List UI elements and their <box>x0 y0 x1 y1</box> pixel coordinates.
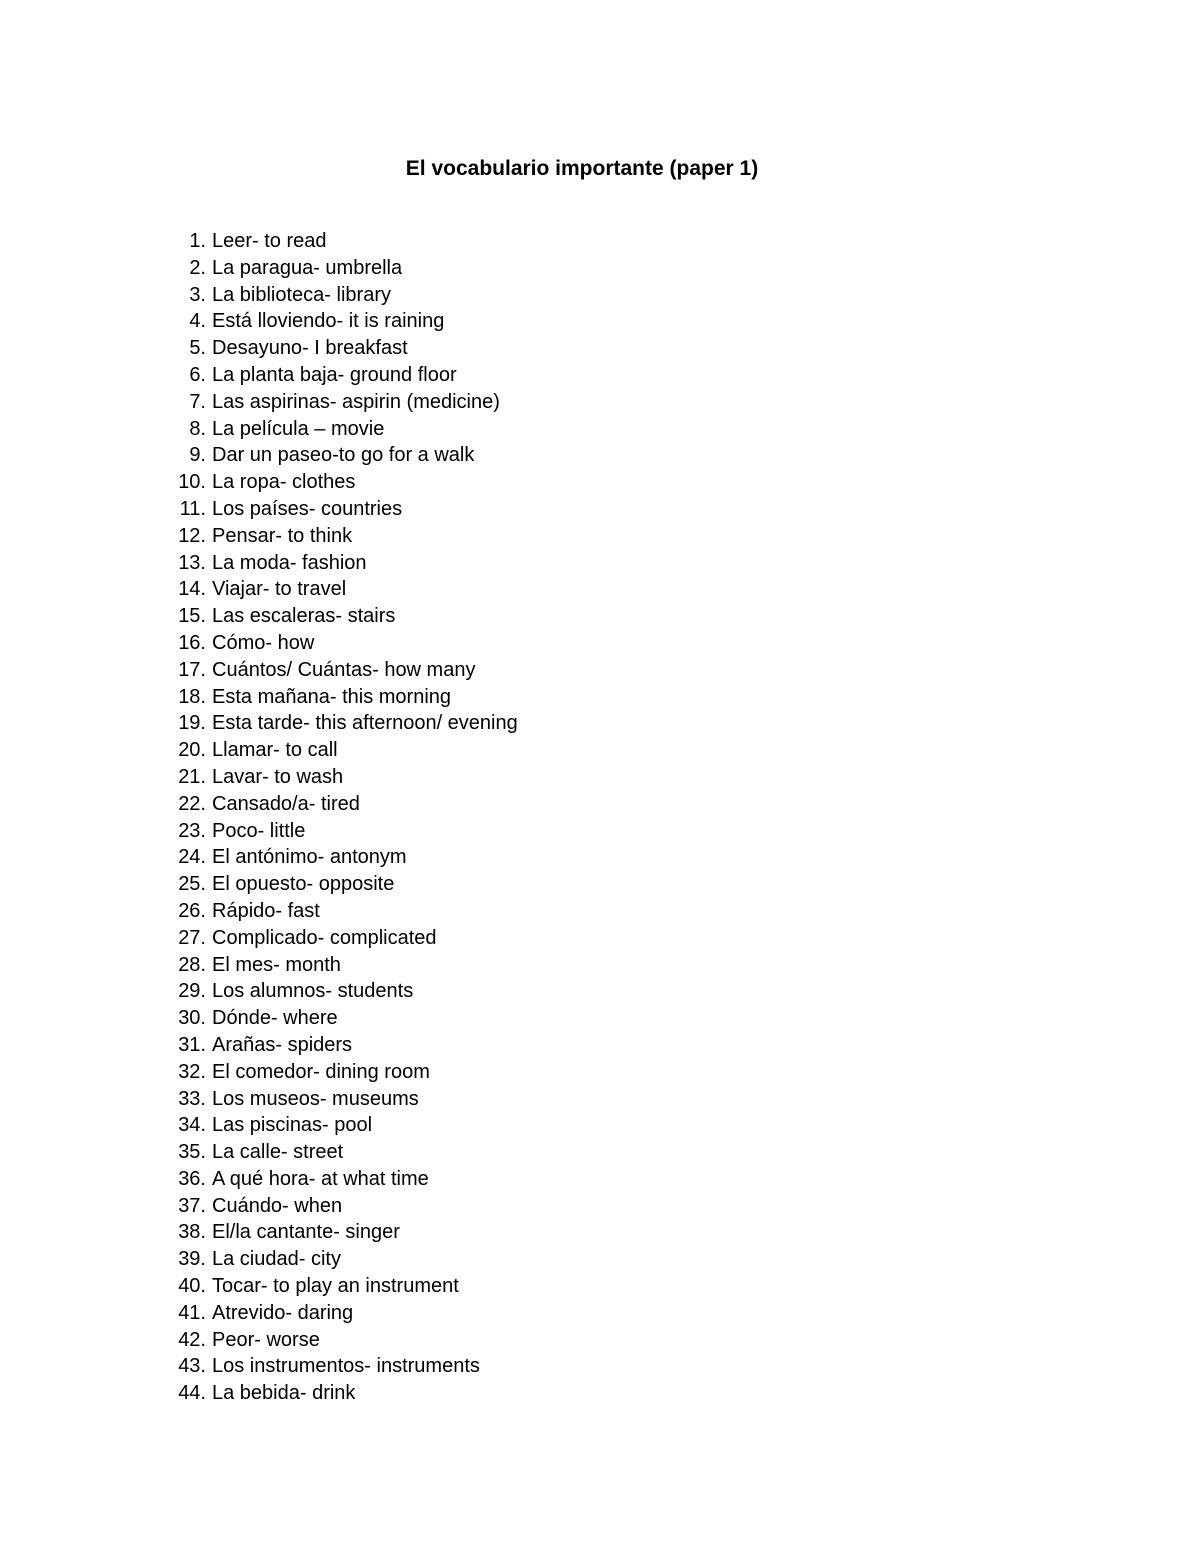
list-item-number: 10. <box>178 471 206 494</box>
list-item-text: Rápido- fast <box>212 899 320 922</box>
list-item-text: La calle- street <box>212 1141 344 1164</box>
list-item-number: 8. <box>189 417 206 440</box>
list-item-number: 15. <box>178 605 206 628</box>
list-item-number: 2. <box>189 256 206 279</box>
list-item-text: Cómo- how <box>212 631 315 654</box>
list-item-number: 12. <box>178 524 206 547</box>
list-item-text: Las aspirinas- aspirin (medicine) <box>212 390 500 413</box>
list-item-text: Llamar- to call <box>212 739 338 762</box>
list-item-text: Las escaleras- stairs <box>212 605 396 628</box>
list-item-number: 33. <box>178 1087 206 1110</box>
list-item-text: La ciudad- city <box>212 1248 341 1271</box>
list-item-number: 5. <box>189 337 206 360</box>
list-item-text: La película – movie <box>212 417 385 440</box>
list-item-number: 20. <box>178 739 206 762</box>
list-item-number: 19. <box>178 712 206 735</box>
list-item-number: 34. <box>178 1114 206 1137</box>
list-item-number: 26. <box>178 899 206 922</box>
list-item-number: 40. <box>178 1275 206 1298</box>
list-item-text: Arañas- spiders <box>212 1033 353 1056</box>
list-item-text: Está lloviendo- it is raining <box>212 310 445 333</box>
list-item-text: Lavar- to wash <box>212 765 344 788</box>
list-item-number: 17. <box>178 658 206 681</box>
list-item-number: 3. <box>189 283 206 306</box>
list-item-text: Poco- little <box>212 819 306 842</box>
list-item-text: La moda- fashion <box>212 551 367 574</box>
list-item-number: 30. <box>178 1007 206 1030</box>
list-item-text: Tocar- to play an instrument <box>212 1275 459 1298</box>
list-item-number: 24. <box>178 846 206 869</box>
list-item-number: 42. <box>178 1328 206 1351</box>
list-item-text: El antónimo- antonym <box>212 846 407 869</box>
list-item-text: Complicado- complicated <box>212 926 437 949</box>
list-item-number: 16. <box>178 631 206 654</box>
list-item-text: Los países- countries <box>212 497 403 520</box>
list-item-text: La ropa- clothes <box>212 471 356 494</box>
list-item-text: Los museos- museums <box>212 1087 419 1110</box>
list-item-number: 1. <box>189 230 206 252</box>
list-item-text: A qué hora- at what time <box>212 1167 429 1190</box>
list-item-number: 38. <box>178 1221 206 1244</box>
list-item-text: El comedor- dining room <box>212 1060 430 1083</box>
list-item-text: Dar un paseo-to go for a walk <box>212 444 475 467</box>
list-item-number: 11. <box>179 497 206 520</box>
list-item-text: Los alumnos- students <box>212 980 414 1003</box>
list-item-text: Viajar- to travel <box>212 578 347 601</box>
list-item-text: Esta tarde- this afternoon/ evening <box>212 712 518 735</box>
list-item-number: 21. <box>178 765 206 788</box>
list-item-text: Cansado/a- tired <box>212 792 360 815</box>
list-item-text: Los instrumentos- instruments <box>212 1355 480 1378</box>
list-item-text: Dónde- where <box>212 1007 338 1030</box>
list-item-text: Cuántos/ Cuántas- how many <box>212 658 476 681</box>
document-title: El vocabulario importante (paper 1) <box>405 157 759 181</box>
list-item-text: La bebida- drink <box>212 1382 356 1405</box>
list-item-number: 6. <box>189 363 206 386</box>
list-item-number: 14. <box>178 578 206 601</box>
list-item-number: 41. <box>178 1301 206 1324</box>
list-item-text: Desayuno- I breakfast <box>212 337 408 360</box>
list-item-number: 18. <box>178 685 206 708</box>
list-item-number: 9. <box>189 444 206 467</box>
list-item-text: Atrevido- daring <box>212 1301 354 1324</box>
list-item-text: La planta baja- ground floor <box>212 363 457 386</box>
list-item-text: La biblioteca- library <box>212 283 391 306</box>
list-item-number: 31. <box>178 1033 206 1056</box>
list-item-text: Las piscinas- pool <box>212 1114 373 1137</box>
list-item-number: 37. <box>178 1194 206 1217</box>
list-item-number: 28. <box>178 953 206 976</box>
list-item-number: 44. <box>178 1382 206 1405</box>
list-item-text: El opuesto- opposite <box>212 873 395 896</box>
list-item-number: 25. <box>178 873 206 896</box>
list-item-text: Cuándo- when <box>212 1194 343 1217</box>
list-item-number: 36. <box>178 1167 206 1190</box>
list-item-number: 35. <box>178 1141 206 1164</box>
list-item-number: 32. <box>178 1060 206 1083</box>
list-item-number: 29. <box>178 980 206 1003</box>
list-item-text: El/la cantante- singer <box>212 1221 400 1244</box>
list-item-text: El mes- month <box>212 953 341 976</box>
list-item-number: 39. <box>178 1248 206 1271</box>
list-item-number: 43. <box>178 1355 206 1378</box>
list-item-text: Esta mañana- this morning <box>212 685 452 708</box>
list-item-number: 4. <box>189 310 206 333</box>
list-item-number: 27. <box>178 926 206 949</box>
list-item-text: Peor- worse <box>212 1328 320 1351</box>
list-item-number: 13. <box>178 551 206 574</box>
list-item-text: La paragua- umbrella <box>212 256 403 279</box>
list-item-number: 23. <box>178 819 206 842</box>
list-item-number: 7. <box>189 390 206 413</box>
list-item-number: 22. <box>178 792 206 815</box>
list-item-text: Pensar- to think <box>212 524 353 547</box>
list-item-text: Leer- to read <box>212 230 327 252</box>
